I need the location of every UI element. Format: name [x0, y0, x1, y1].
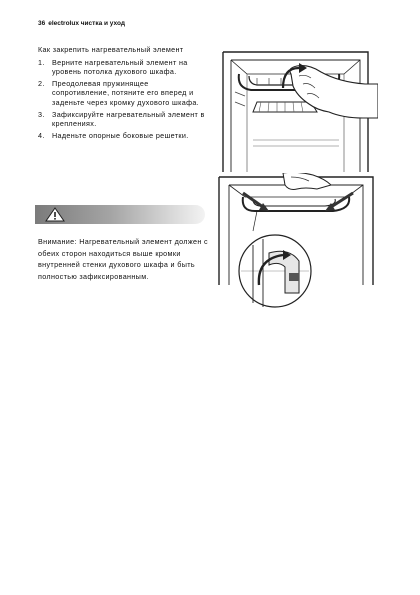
- instructions-block: [38, 45, 208, 142]
- step-item: [38, 131, 208, 141]
- step-number: 2.: [38, 78, 45, 88]
- step-number: 3.: [38, 109, 45, 119]
- step-item: [38, 110, 208, 129]
- step-text: Преодолевая пружинящее сопротивление, потяните его вперед и заденьте через кромку духового шкафа.: [52, 78, 200, 107]
- step-number: 1.: [38, 57, 45, 67]
- step-text: Верните нагревательный элемент на уровень потолка духового шкафа.: [52, 57, 188, 77]
- instructions-intro: Как закрепить нагревательный элемент: [38, 45, 184, 54]
- page-number: 36: [38, 20, 46, 27]
- oven-heating-element-fix-illustration: [213, 173, 378, 308]
- warning-banner: [35, 205, 205, 224]
- page-header: [38, 20, 125, 27]
- warning-text: Внимание: Нагревательный элемент должен с обеих сторон находиться выше кромки внутренней стенки духового шкафа и быть полностью зафиксированным.: [38, 237, 208, 281]
- oven-heating-element-raise-illustration: [213, 44, 378, 172]
- steps-list: [38, 58, 208, 141]
- section-title: electrolux чистка и уход: [48, 20, 125, 27]
- warning-triangle-icon: [45, 207, 65, 222]
- step-number: 4.: [38, 130, 45, 140]
- step-item: [38, 79, 208, 108]
- step-item: [38, 58, 208, 77]
- step-text: Наденьте опорные боковые решетки.: [52, 130, 189, 140]
- step-text: Зафиксируйте нагревательный элемент в креплениях.: [52, 109, 205, 129]
